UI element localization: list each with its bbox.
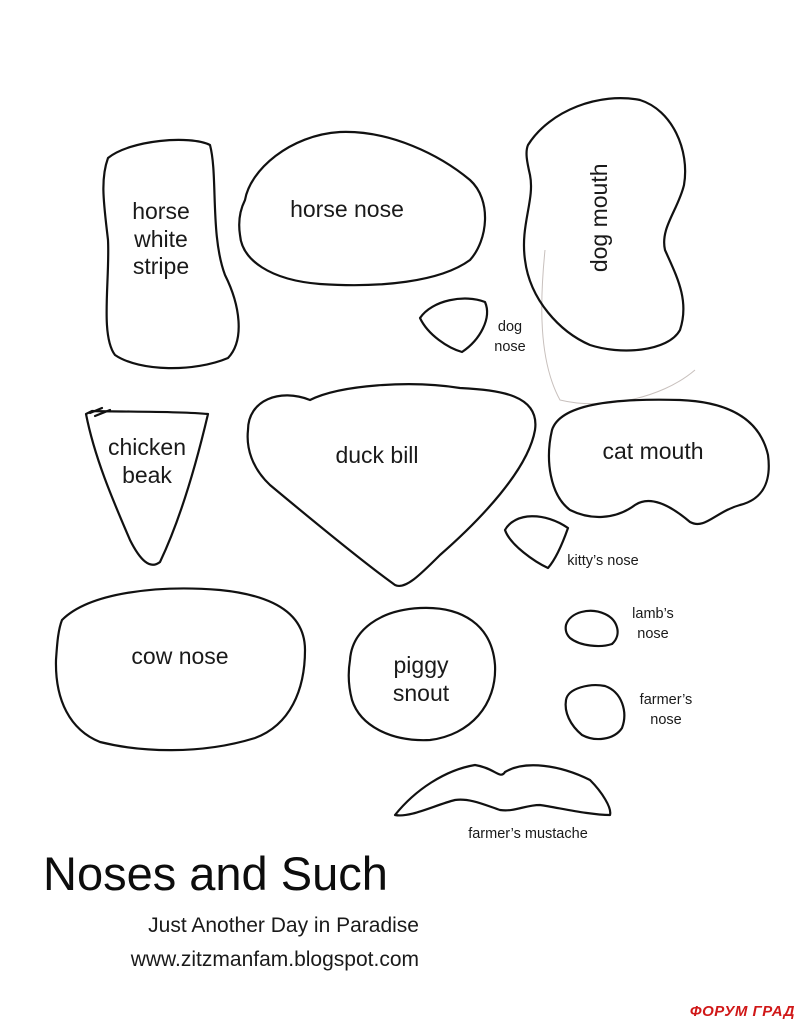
cat-mouth-label: cat mouth <box>602 438 704 464</box>
horse-white-stripe-label-line-3: stripe <box>132 253 190 280</box>
chicken-beak-label-line-2: beak <box>122 461 172 488</box>
horse-white-stripe-label-line-2: white <box>134 225 188 252</box>
chicken-beak-label-line-1: chicken <box>108 434 186 460</box>
horse-white-stripe-label-line-1: horse <box>132 198 190 224</box>
lambs-nose-shape <box>566 611 618 646</box>
farmers-mustache-shape <box>395 765 610 815</box>
duck-bill-shape <box>248 384 536 586</box>
dog-nose-label-line-2: nose <box>494 338 526 355</box>
piggy-snout-label-line-1: piggy <box>393 652 449 678</box>
dog-mouth-label: dog mouth <box>586 163 613 273</box>
farmers-nose-label <box>630 691 702 730</box>
lambs-nose-label <box>622 605 684 644</box>
chicken-beak-label <box>98 434 196 489</box>
page-title: Noses and Such <box>43 847 388 900</box>
dog-nose-label <box>488 318 532 357</box>
farmers-nose-label-line-2: nose <box>650 711 682 728</box>
watermark-logo: ФОРУМ ГРАД <box>689 1003 795 1020</box>
duck-bill-label: duck bill <box>335 442 419 468</box>
piggy-snout-label-line-2: snout <box>392 679 450 706</box>
faint-trace <box>542 250 695 404</box>
horse-nose-label: horse nose <box>290 196 404 222</box>
kittys-nose-label: kitty’s nose <box>567 553 639 569</box>
lambs-nose-label-line-2: nose <box>637 625 669 642</box>
cow-nose-label: cow nose <box>131 643 229 669</box>
lambs-nose-label-line-1: lamb’s <box>632 606 674 622</box>
horse-white-stripe-label <box>118 198 204 281</box>
page-subtitle: Just Another Day in Paradise <box>148 914 419 937</box>
dog-nose-shape <box>420 299 487 352</box>
blog-url: www.zitzmanfam.blogspot.com <box>130 948 419 971</box>
farmers-nose-shape <box>566 685 625 739</box>
dog-nose-label-line-1: dog <box>497 319 523 335</box>
farmers-mustache-label: farmer’s mustache <box>468 826 588 842</box>
piggy-snout-label <box>376 652 466 707</box>
farmers-nose-label-line-1: farmer’s <box>639 692 693 708</box>
